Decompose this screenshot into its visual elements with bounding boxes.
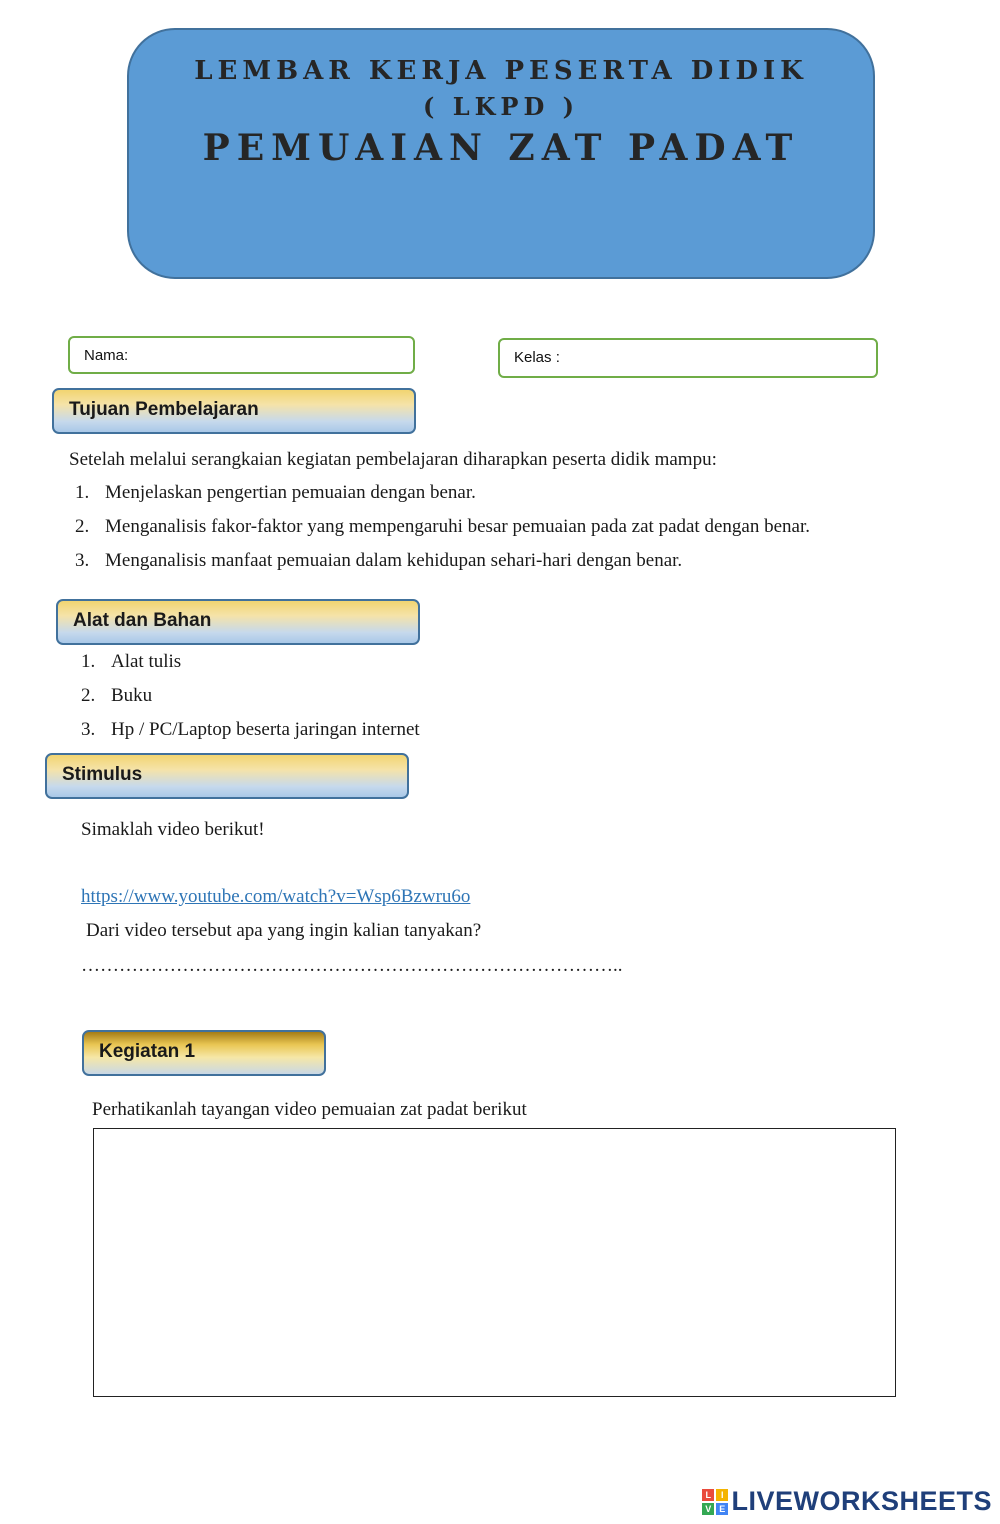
worksheet-abbreviation: ( LKPD ) bbox=[422, 92, 579, 121]
list-item: 2. Buku bbox=[81, 685, 153, 706]
alat-list bbox=[81, 651, 581, 753]
section-tujuan-header bbox=[52, 388, 416, 434]
nama-field[interactable] bbox=[68, 336, 415, 374]
list-item: 2. Menganalisis fakor-faktor yang mempengaruhi besar pemuaian pada zat padat dengan benar. bbox=[75, 516, 810, 537]
section-kegiatan1-title: Kegiatan 1 bbox=[99, 1041, 196, 1062]
section-kegiatan1-header bbox=[82, 1030, 326, 1076]
liveworksheets-icon: L I V E bbox=[702, 1489, 728, 1515]
section-alat-title: Alat dan Bahan bbox=[73, 610, 212, 631]
title-banner bbox=[127, 28, 875, 279]
video-frame[interactable] bbox=[93, 1128, 896, 1397]
kegiatan1-instruction: Perhatikanlah tayangan video pemuaian zat padat berikut bbox=[92, 1099, 527, 1120]
section-stimulus-title: Stimulus bbox=[62, 764, 143, 785]
tujuan-intro: Setelah melalui serangkaian kegiatan pembelajaran diharapkan peserta didik mampu: bbox=[69, 449, 717, 470]
section-stimulus-header bbox=[45, 753, 409, 799]
list-item: 3. Menganalisis manfaat pemuaian dalam kehidupan sehari-hari dengan benar. bbox=[75, 550, 683, 571]
nama-label: Nama: bbox=[84, 347, 129, 364]
kelas-label: Kelas : bbox=[514, 349, 560, 366]
section-alat-header bbox=[56, 599, 420, 645]
liveworksheets-wordmark: LIVEWORKSHEETS bbox=[731, 1486, 992, 1516]
list-item: 1. Alat tulis bbox=[81, 651, 182, 672]
tujuan-list bbox=[75, 482, 875, 584]
video-link[interactable]: https://www.youtube.com/watch?v=Wsp6Bzwru6o bbox=[81, 886, 471, 907]
list-item: 3. Hp / PC/Laptop beserta jaringan internet bbox=[81, 719, 420, 740]
stimulus-question: Dari video tersebut apa yang ingin kalian tanyakan? bbox=[86, 920, 482, 941]
stimulus-instruction: Simaklah video berikut! bbox=[81, 819, 265, 840]
worksheet-title: LEMBAR KERJA PESERTA DIDIK bbox=[194, 56, 808, 86]
liveworksheets-logo bbox=[702, 1486, 992, 1517]
section-tujuan-title: Tujuan Pembelajaran bbox=[69, 399, 259, 420]
kelas-field[interactable] bbox=[498, 338, 878, 378]
list-item: 1. Menjelaskan pengertian pemuaian dengan benar. bbox=[75, 482, 476, 503]
answer-line[interactable]: ………………………………………………………………………….. bbox=[81, 955, 623, 976]
worksheet-topic: PEMUAIAN ZAT PADAT bbox=[202, 127, 800, 169]
